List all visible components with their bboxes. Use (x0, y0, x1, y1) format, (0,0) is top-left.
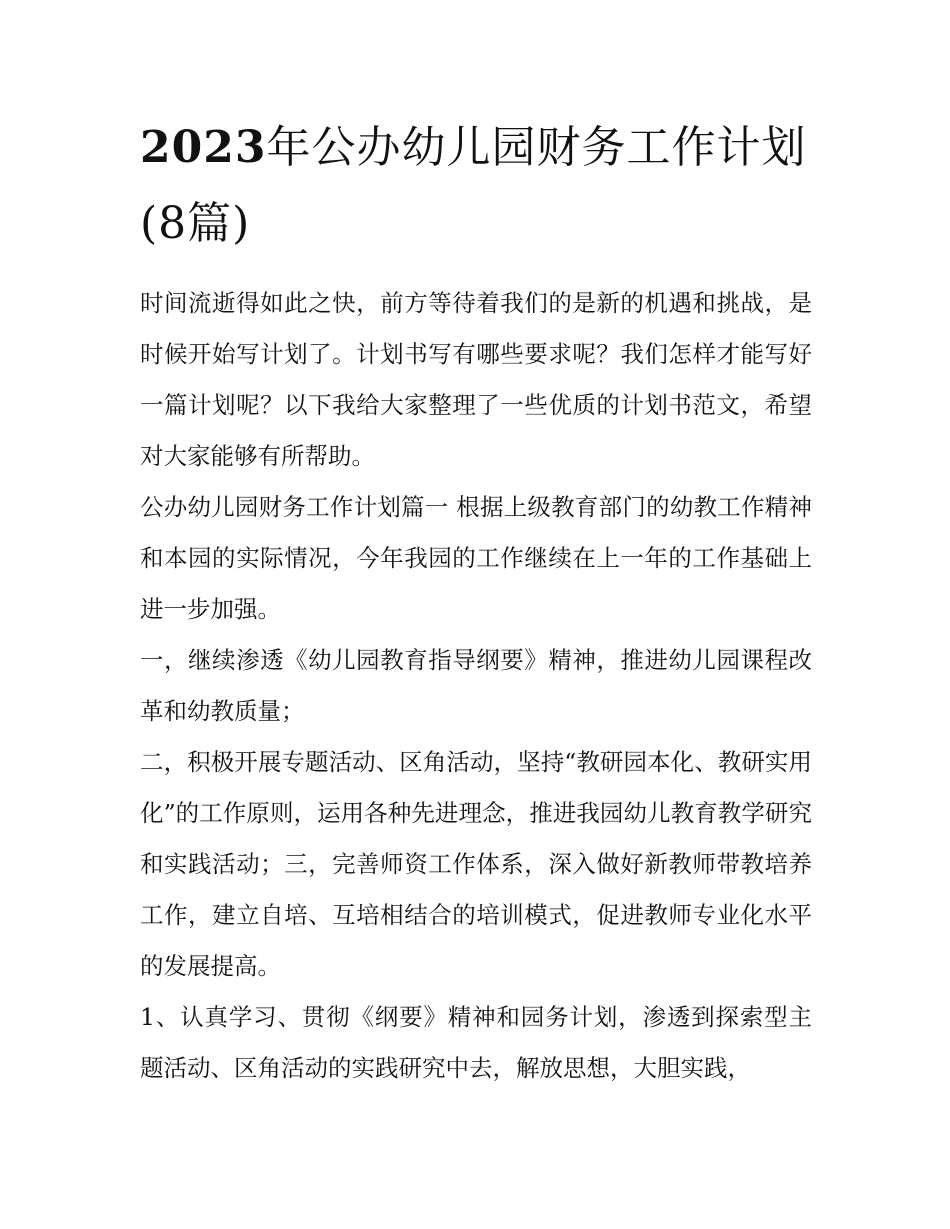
document-body (140, 278, 812, 1094)
intro-paragraph: 时间流逝得如此之快，前方等待着我们的是新的机遇和挑战，是时候开始写计划了。计划书写有哪些要求呢？我们怎样才能写好一篇计划呢？以下我给大家整理了一些优质的计划书范文，希望对大家能够有所帮助。 (140, 289, 812, 470)
point-two-paragraph: 二，积极开展专题活动、区角活动，坚持“教研园本化、教研实用化”的工作原则，运用各种先进理念，推进我园幼儿教育教学研究和实践活动；三，完善师资工作体系，深入做好新教师带教培养工作，建立自培、互培相结合的培训模式，促进教师专业化水平的发展提高。 (140, 748, 812, 980)
section-one-paragraph: 公办幼儿园财务工作计划篇一 根据上级教育部门的幼教工作精神和本园的实际情况，今年我园的工作继续在上一年的工作基础上进一步加强。 (140, 493, 812, 623)
point-one-paragraph: 一，继续渗透《幼儿园教育指导纲要》精神，推进幼儿园课程改革和幼教质量； (140, 646, 812, 725)
document-page (140, 110, 812, 1094)
document-title: 2023年公办幼儿园财务工作计划(8篇) (140, 122, 807, 249)
item-one-paragraph: 1、认真学习、贯彻《纲要》精神和园务计划，渗透到探索型主题活动、区角活动的实践研究中去，解放思想，大胆实践， (140, 1003, 812, 1082)
